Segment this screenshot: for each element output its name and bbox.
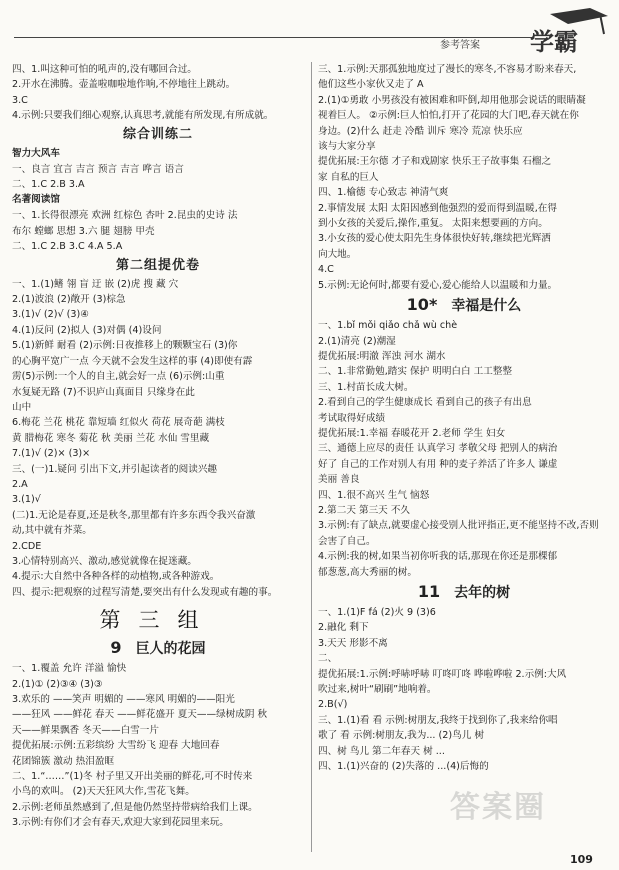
page-number: 109 [570, 853, 593, 866]
answer-line: 3.欢乐的 ——笑声 明媚的 ——寒风 明媚的——阳光 [12, 694, 235, 705]
answer-line: 7.(1)√ (2)× (3)× [12, 448, 91, 460]
answer-line: 2.(1)① (2)③④ (3)③ [12, 678, 103, 690]
group-title: 第三组 [99, 608, 217, 633]
answer-line: 提优拓展:1.幸福 春暖花开 2.老师 学生 妇女 [318, 427, 506, 439]
lesson-title: 巨人的花园 [135, 641, 206, 658]
answer-line: 向大地。 [318, 248, 357, 260]
answer-line: 二、 [318, 653, 338, 665]
answer-line: 一、1.(1)鳍 翎 盲 迂 嵌 (2)虎 搜 藏 穴 [12, 278, 179, 290]
lesson-heading [12, 636, 304, 661]
answer-line: 二、1.“……”(1)冬 村子里又开出美丽的鲜花,可不时传来 [12, 771, 253, 783]
right-column [318, 62, 610, 774]
answer-line: 黄 腊梅花 寒冬 菊花 秋 美丽 兰花 水仙 雪里藏 [12, 432, 210, 444]
answer-line: 4.示例:只要我们细心观察,认真思考,就能有所发现,有所成就。 [12, 110, 274, 122]
block-answers-3 [318, 605, 610, 774]
answer-line: 4.提示:大自然中各种各样的动植物,或各种游戏。 [12, 571, 220, 583]
answer-line: 郁葱葱,高大秀丽的树。 [318, 566, 417, 578]
block-answers-3 [12, 208, 304, 254]
answer-line: 该与大家分享 [318, 141, 376, 153]
answer-line: 提优拓展:示例:五彩缤纷 大雪纷飞 迎春 大地回春 [12, 740, 220, 752]
answer-line: 4.C [318, 264, 334, 276]
answer-line: 山中 [12, 401, 32, 413]
answer-line: 吹过来,树叶“刷刷”地响着。 [318, 684, 437, 696]
lesson-number: 11 [417, 582, 441, 601]
answer-line: 三、1.示例:天那孤独地度过了漫长的寒冬,不容易才盼来春天, [318, 64, 577, 75]
answer-line: 提优拓展:1.示例:呼哧呼哧 叮咚叮咚 哗啦哗啦 2.示例:大风 [318, 668, 567, 680]
answer-line: 歌了 看 示例:树朋友,我为... (2)鸟儿 树 [318, 730, 484, 742]
block-answers-1 [12, 62, 304, 124]
answer-line: 一、1.长得很漂亮 欢洲 红棕色 杏叶 2.昆虫的史诗 法 [12, 210, 238, 222]
answer-line: 二、1.C 2.B 3.A [12, 179, 85, 191]
answer-line: 小鸟的欢叫。 (2)天天狂风大作,雪花飞舞。 [12, 786, 195, 798]
lesson-title: 幸福是什么 [451, 298, 522, 315]
watermark: 答案圈 [450, 790, 546, 825]
answer-line: 3.心情特别高兴、激动,感觉就像在捉迷藏。 [12, 555, 197, 567]
answer-line: 3.(1)√ [12, 494, 41, 506]
answer-line: 动,其中就有芥菜。 [12, 525, 92, 537]
answer-line: 四、1.很不高兴 生气 恼怒 [318, 489, 430, 501]
answer-line: 水复疑无路 (7)不识庐山真面目 只缘身在此 [12, 386, 195, 398]
answer-line: 天——鲜果飘香 冬天——白雪一片 [12, 724, 159, 736]
answer-line: 3.天天 形影不离 [318, 637, 388, 649]
answer-line: 会害了自己。 [318, 535, 376, 547]
block-answers-4 [12, 277, 304, 601]
answer-line: 5.(1)新鲜 耐看 (2)示例:日夜推移上的颗颗宝石 (3)你 [12, 340, 238, 352]
answer-line: 3.(1)√ (2)√ (3)④ [12, 309, 89, 321]
answer-line: 三、1.村苗长成大树。 [318, 381, 414, 393]
answer-line: 5.示例:无论何时,都要有爱心,爱心能给人以温暖和力量。 [318, 279, 558, 291]
answer-line: 的心胸平宽广一点 今天就不会发生这样的事 (4)即使有霹 [12, 355, 253, 367]
block-answers-2 [12, 162, 304, 193]
answer-line: 2.融化 剩下 [318, 622, 369, 634]
answer-line: 三、(一)1.疑问 引出下文,并引起读者的阅读兴趣 [12, 463, 218, 475]
answer-line: 到小女孩的关爱后,操作,重复。 太阳来想要画的方向。 [318, 218, 548, 230]
answer-line: 雳(5)示例:一个人的自主,就会好一点 (6)示例:山重 [12, 371, 225, 383]
logo-icon [520, 6, 610, 56]
block-answers-5 [12, 661, 304, 830]
answer-line: 2.开水在沸腾。壶盖啦咖啦地作响,不停地往上跳动。 [12, 79, 236, 91]
lesson-heading [318, 580, 610, 605]
answer-line: 3.小女孩的爱心使太阳先生身体很快好转,继续把光辉洒 [318, 233, 551, 245]
answer-line: 一、1.(1)F fá (2)火 9 (3)6 [318, 607, 436, 618]
answer-line: 视着巨人。 ②示例:巨人怕怕,打开了花园的大门吧,春天就在你 [318, 110, 579, 122]
subsection-title: 名著阅读馆 [12, 194, 60, 206]
answer-line: 2.(1)波浪 (2)敞开 (3)棕急 [12, 294, 126, 306]
answer-line: 三、1.(1)看 看 示例:树朋友,我终于找到你了,我来给你唱 [318, 714, 558, 726]
answer-line: 一、1.覆盖 允许 洋溢 愉快 [12, 663, 127, 675]
answer-line: 考试取得好成绩 [318, 412, 386, 424]
answer-line: ——狂风 ——鲜花 春天 ——鲜花盛开 夏天——绿树成阴 秋 [12, 709, 268, 721]
answer-line: 提优拓展:明澈 浑浊 河水 湖水 [318, 350, 446, 362]
block-answers-1 [318, 62, 610, 293]
answer-line: 2.第二天 第三天 不久 [318, 504, 411, 516]
answer-line: 美丽 善良 [318, 474, 360, 486]
subsection-title: 智力大风车 [12, 147, 60, 159]
answer-line: 好了 自己的工作对别人有用 种的麦子养活了许多人 谦虚 [318, 458, 558, 470]
lesson-number: 9 [110, 638, 122, 658]
answer-line: 四、1.叫这种可怕的吼声的,没有哪回合过。 [12, 64, 197, 75]
answer-line: 2.(1)清亮 (2)潮湿 [318, 335, 396, 347]
answer-line: 一、良言 宜言 吉言 预言 吉言 哗言 语言 [12, 163, 184, 175]
answer-line: 身边。(2)什么 赶走 冷酷 训斥 寒冷 荒凉 快乐应 [318, 125, 523, 137]
answer-line: 一、1.bǐ mǒi qiǎo chǎ wù chè [318, 320, 458, 332]
answer-line: 3.C [12, 94, 28, 106]
answer-line: 四、提示:把观察的过程写清楚,要突出有什么发现或有趣的事。 [12, 586, 278, 598]
answer-line: 4.示例:我的树,如果当初你听我的话,那现在你还是那棵郁 [318, 551, 558, 563]
lesson-title: 去年的树 [454, 585, 511, 601]
answer-line: 2.A [12, 478, 28, 490]
logo-text: 学霸 [530, 28, 578, 56]
answer-line: 四、树 鸟儿 第二年春天 树 ... [318, 745, 445, 757]
answer-line: 三、通德上应尽的责任 认真学习 孝敬父母 把别人的病治 [318, 443, 558, 455]
block-answers-2 [318, 318, 610, 580]
answer-line: 3.示例:有你们才会有春天,欢迎大家到花园里来玩。 [12, 817, 229, 829]
answer-line: 3.示例:有了缺点,就要虚心接受别人批评指正,更不能坚持不改,否则 [318, 520, 599, 532]
answer-line: 6.梅花 兰花 桃花 靠短墙 红似火 荷花 展奇葩 满枝 [12, 417, 225, 429]
section-title: 综合训练二 [122, 126, 193, 142]
header-title: 参考答案 [440, 40, 480, 51]
answer-line: 四、1.(1)兴奋的 (2)失落的 ...(4)后悔的 [318, 761, 489, 773]
answer-line: 二、1.非常勤勉,踏实 保护 明明白白 工工整整 [318, 366, 513, 378]
answer-line: 二、1.C 2.B 3.C 4.A 5.A [12, 241, 123, 253]
answer-line: 布尔 螳螂 思想 3.六 腿 翅膀 甲壳 [12, 225, 155, 237]
answer-line: (二)1.无论是春夏,还是秋冬,那里都有许多东西令我兴奋激 [12, 509, 256, 521]
answer-line: 提优拓展:王尔德 才子和戏剧家 快乐王子故事集 石榴之 [318, 156, 552, 168]
answer-line: 他们这些小家伙又走了 A [318, 79, 424, 91]
lesson-heading [318, 293, 610, 318]
answer-line: 2.(1)①勇敢 小男孩没有被困难和吓倒,却用他那会说话的眼睛凝 [318, 94, 586, 106]
answer-line: 4.(1)反问 (2)拟人 (3)对偶 (4)设问 [12, 324, 162, 336]
section-title: 第二组提优卷 [115, 257, 200, 273]
answer-line: 2.示例:老师虽然感到了,但是他仍然坚持带病给我们上课。 [12, 801, 258, 813]
answer-line: 花团锦簇 激动 热泪盈眶 [12, 755, 115, 767]
column-divider [311, 62, 312, 852]
answer-line: 2.B(√) [318, 699, 348, 711]
left-column [12, 62, 304, 831]
answer-line: 2.看到自己的学生健康成长 看到自己的孩子有出息 [318, 397, 532, 409]
answer-line: 四、1.榆德 专心致志 神清气爽 [318, 187, 449, 199]
answer-line: 2.CDE [12, 540, 42, 552]
answer-line: 2.事情发展 太阳 太阳因感到他强烈的爱而得到温暖,在得 [318, 202, 557, 214]
lesson-number: 10* [406, 295, 438, 315]
answer-line: 家 自私的巨人 [318, 171, 379, 183]
